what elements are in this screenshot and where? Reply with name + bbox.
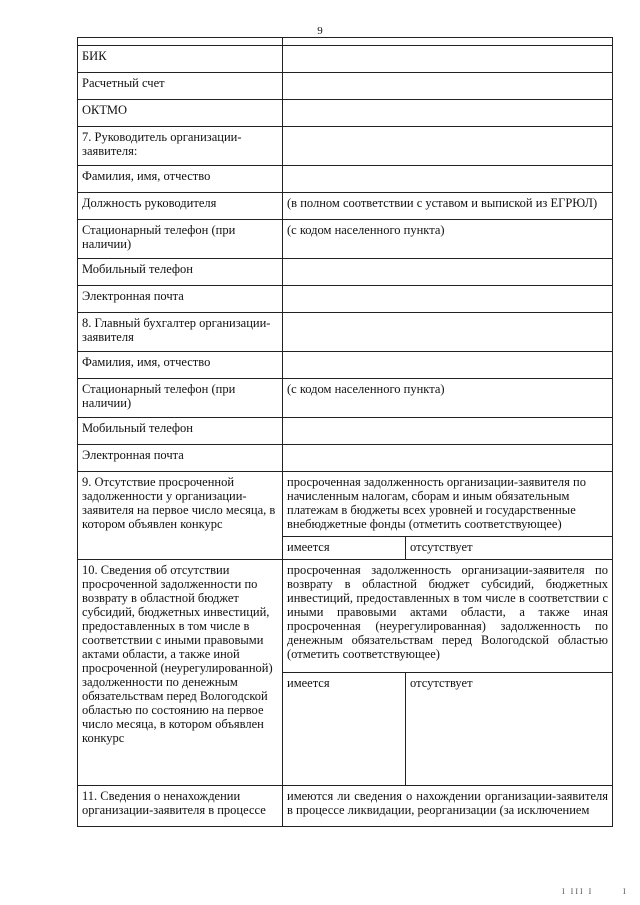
section-label: 7. Руководитель организации-заявителя: [78, 127, 283, 166]
question-text: имеются ли сведения о нахождении организации-заявителя в процессе ликвидации, реорганизации (за исключением [283, 786, 613, 827]
field-label: Стационарный телефон (при наличии) [78, 220, 283, 259]
page-number: 9 [317, 25, 323, 37]
scan-mark: I III I [562, 887, 594, 896]
option-yes[interactable]: имеется [283, 537, 406, 559]
field-label: Расчетный счет [78, 73, 283, 100]
field-value[interactable] [283, 286, 613, 313]
field-label: Мобильный телефон [78, 259, 283, 286]
field-label: Стационарный телефон (при наличии) [78, 379, 283, 418]
field-value[interactable] [283, 259, 613, 286]
table-row [78, 352, 613, 379]
field-label: Фамилия, имя, отчество [78, 352, 283, 379]
field-label: Должность руководителя [78, 193, 283, 220]
field-value[interactable] [283, 166, 613, 193]
table-row [78, 127, 613, 166]
table-row [78, 445, 613, 472]
table-row [78, 193, 613, 220]
field-label: Фамилия, имя, отчество [78, 166, 283, 193]
section-label: 8. Главный бухгалтер организации-заявителя [78, 313, 283, 352]
question-label: 10. Сведения об отсутствии просроченной задолженности по возврату в областной бюджет субсидий, бюджетных инвестиций, предоставленных в том числе в соответствии с иными правовыми актами области, а также иной просроченной (неурегулированной) задолженности по денежным обязательствам перед Вологодской областью по состоянию на первое число месяца, в котором объявлен конкурс [78, 560, 283, 786]
table-row [78, 379, 613, 418]
field-value[interactable] [283, 352, 613, 379]
scan-mark: I [623, 887, 626, 896]
field-hint[interactable]: (с кодом населенного пункта) [283, 220, 613, 259]
question-text: просроченная задолженность организации-заявителя по начисленным налогам, сборам и иным обязательным платежам в бюджеты всех уровней и государственные внебюджетные фонды (отметить соответствующее) [283, 472, 613, 537]
application-form-table [77, 37, 613, 827]
question-text: просроченная задолженность организации-заявителя по возврату в областной бюджет субсидий, бюджетных инвестиций, предоставленных в том числе в соответствии с иными правовыми актами области, а также иная просроченная (неурегулированная) задолженность по денежным обязательствам перед Вологодской областью (отметить соответствующее) [283, 560, 613, 673]
table-row [78, 73, 613, 100]
table-row [78, 46, 613, 73]
field-label: Мобильный телефон [78, 418, 283, 445]
table-row [78, 259, 613, 286]
field-label: ОКТМО [78, 100, 283, 127]
table-row [78, 313, 613, 352]
question-label: 11. Сведения о ненахождении организации-заявителя в процессе [78, 786, 283, 827]
field-label: Электронная почта [78, 445, 283, 472]
field-value[interactable] [283, 313, 613, 352]
field-value[interactable] [283, 445, 613, 472]
field-label: БИК [78, 46, 283, 73]
table-row [78, 472, 613, 537]
field-hint[interactable]: (с кодом населенного пункта) [283, 379, 613, 418]
table-row [78, 560, 613, 673]
field-hint[interactable]: (в полном соответствии с уставом и выпиской из ЕГРЮЛ) [283, 193, 613, 220]
field-value[interactable] [283, 46, 613, 73]
table-row [78, 286, 613, 313]
table-row [78, 166, 613, 193]
field-value[interactable] [283, 73, 613, 100]
table-row [78, 220, 613, 259]
field-value[interactable] [283, 418, 613, 445]
option-no[interactable]: отсутствует [410, 676, 473, 690]
table-row [78, 38, 613, 46]
field-label: Электронная почта [78, 286, 283, 313]
field-value[interactable] [283, 127, 613, 166]
table-row [78, 418, 613, 445]
option-yes[interactable]: имеется [283, 673, 406, 785]
option-no[interactable]: отсутствует [410, 540, 473, 554]
question-label: 9. Отсутствие просроченной задолженности у организации-заявителя на первое число месяца, в котором объявлен конкурс [78, 472, 283, 560]
field-value[interactable] [283, 100, 613, 127]
table-row [78, 100, 613, 127]
table-row [78, 786, 613, 827]
